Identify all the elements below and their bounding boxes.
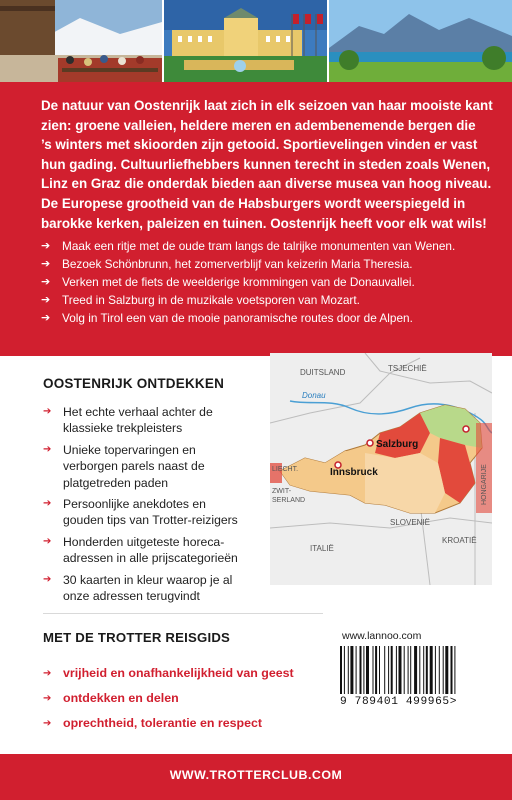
map-label-croatia: KROATIË (442, 536, 477, 545)
photo-strip (0, 0, 512, 82)
list-item: ➔ Verken met de fiets de weelderige krommingen van de Donauvallei. (41, 275, 415, 289)
austria-map (270, 353, 492, 585)
list-item: ➔ 30 kaarten in kleur waarop je al onze adressen terugvindt (43, 572, 233, 604)
list-item: ➔ Bezoek Schönbrunn, het zomerverblijf van keizerin Maria Theresia. (41, 257, 413, 271)
map-label-danube: Donau (302, 391, 326, 400)
list-item: ➔ Het echte verhaal achter de klassieke trekpleisters (43, 405, 213, 436)
arrow-right-icon: ➔ (43, 573, 52, 585)
arrow-right-icon: ➔ (43, 535, 52, 547)
isbn-number: 9 789401 499965> (340, 696, 458, 708)
barcode-bar (454, 646, 455, 694)
section-title: OOSTENRIJK ONTDEKKEN (43, 376, 225, 391)
arrow-right-icon: ➔ (43, 406, 52, 417)
arrow-right-icon: ➔ (41, 294, 51, 306)
vienna-marker (463, 426, 469, 432)
barcode-bar (396, 646, 397, 694)
arrow-right-icon: ➔ (41, 312, 51, 324)
arrow-right-icon: ➔ (41, 240, 51, 252)
barcode (338, 646, 498, 740)
arrow-right-icon: ➔ (43, 443, 52, 455)
intro-panel (0, 82, 512, 356)
barcode-bars (338, 646, 498, 694)
barcode-bar (414, 646, 417, 694)
publisher-website[interactable]: www.lannoo.com (342, 630, 422, 642)
barcode-bar (384, 646, 385, 694)
barcode-bar (408, 646, 409, 694)
values-list (43, 661, 294, 736)
list-item: ➔ ontdekken en delen (43, 686, 294, 711)
map-label-liechtenstein: LIECHT. (272, 466, 299, 473)
alpine-lake-photo (329, 0, 512, 82)
arrow-right-icon: ➔ (43, 718, 52, 729)
list-item: ➔ Treed in Salzburg in de muzikale voetsporen van Mozart. (41, 293, 360, 307)
barcode-bar (348, 646, 349, 694)
barcode-bar (419, 646, 420, 694)
intro-line: De natuur van Oostenrijk laat zich in elk seizoen van haar mooiste kant (41, 98, 493, 113)
highlights-list (41, 237, 491, 327)
arrow-right-icon: ➔ (43, 668, 52, 679)
barcode-bar (399, 646, 402, 694)
arrow-right-icon: ➔ (41, 276, 51, 288)
winter-terrace-photo (0, 0, 162, 82)
arrow-right-icon: ➔ (43, 498, 52, 510)
barcode-bar (426, 646, 428, 694)
barcode-bar (410, 646, 411, 694)
map-label-czech: TSJECHIË (388, 364, 427, 373)
barcode-bar (391, 646, 393, 694)
barcode-bar (423, 646, 424, 694)
barcode-bar (360, 646, 362, 694)
list-item: ➔ Unieke topervaringen en verborgen parels naast de platgetreden paden (43, 442, 205, 490)
footer-url[interactable]: WWW.TROTTERCLUB.COM (169, 768, 343, 782)
intro-line: ’s winters met skioorden zijn getooid. Sportievelingen vinden er vast (41, 137, 478, 153)
barcode-bar (363, 646, 364, 694)
map-label-innsbruck: Innsbruck (330, 467, 378, 478)
arrow-right-icon: ➔ (43, 693, 52, 704)
barcode-bar (435, 646, 436, 694)
map-label-switzerland: SERLAND (272, 497, 306, 504)
intro-line: barokke kerken, paleizen en tuinen. Oostenrijk heeft voor elk wat wils! (41, 215, 487, 231)
intro-text (41, 96, 493, 233)
barcode-bar (340, 646, 342, 694)
map-label-salzburg: Salzburg (376, 439, 419, 450)
list-item: ➔ Honderden uitgeteste horeca- adressen in alle prijscategorieën (43, 534, 238, 566)
barcode-bar (445, 646, 448, 694)
footer-bar (0, 754, 512, 800)
map-label-slovenia: SLOVENIË (390, 518, 431, 527)
barcode-bar (430, 646, 433, 694)
intro-line: zien: groene valleien, heldere meren en adembenemende bergen die (41, 117, 476, 133)
intro-line: De Europese grootheid van de Habsburgers wordt weerspiegeld in (41, 195, 466, 211)
barcode-bar (379, 646, 380, 694)
section-title: MET DE TROTTER REISGIDS (43, 630, 231, 645)
barcode-bar (388, 646, 389, 694)
map-label-switzerland: ZWIT- (272, 488, 292, 495)
list-item: ➔ Volg in Tirol een van de mooie panoramische routes door de Alpen. (41, 311, 413, 325)
barcode-bar (373, 646, 374, 694)
barcode-bar (404, 646, 405, 694)
section-divider (43, 613, 323, 614)
map-label-italy: ITALIË (310, 544, 334, 553)
barcode-bar (350, 646, 353, 694)
map-label-hungary: HONGARIJE (481, 464, 488, 505)
intro-line: Linz en Graz die onderdak bieden aan diverse musea van hoog niveau. (41, 176, 492, 192)
barcode-bar (375, 646, 377, 694)
schonbrunn-palace-photo (164, 0, 327, 82)
barcode-bar (344, 646, 345, 694)
features-list (43, 404, 273, 609)
intro-line: hun gading. Cultuurliefhebbers kunnen terecht in steden zoals Wenen, (41, 156, 491, 172)
barcode-bar (439, 646, 440, 694)
map-label-germany: DUITSLAND (300, 368, 346, 377)
arrow-right-icon: ➔ (41, 258, 51, 270)
barcode-bar (366, 646, 369, 694)
list-item: ➔ Persoonlijke anekdotes en gouden tips van Trotter-reizigers (43, 497, 238, 528)
list-item: ➔ Maak een ritje met de oude tram langs de talrijke monumenten van Wenen. (41, 239, 456, 253)
barcode-bar (443, 646, 444, 694)
barcode-bar (356, 646, 357, 694)
list-item: ➔ vrijheid en onafhankelijkheid van geest (43, 661, 294, 686)
salzburg-marker (367, 440, 373, 446)
list-item: ➔ oprechtheid, tolerantie en respect (43, 711, 294, 736)
barcode-bar (451, 646, 453, 694)
